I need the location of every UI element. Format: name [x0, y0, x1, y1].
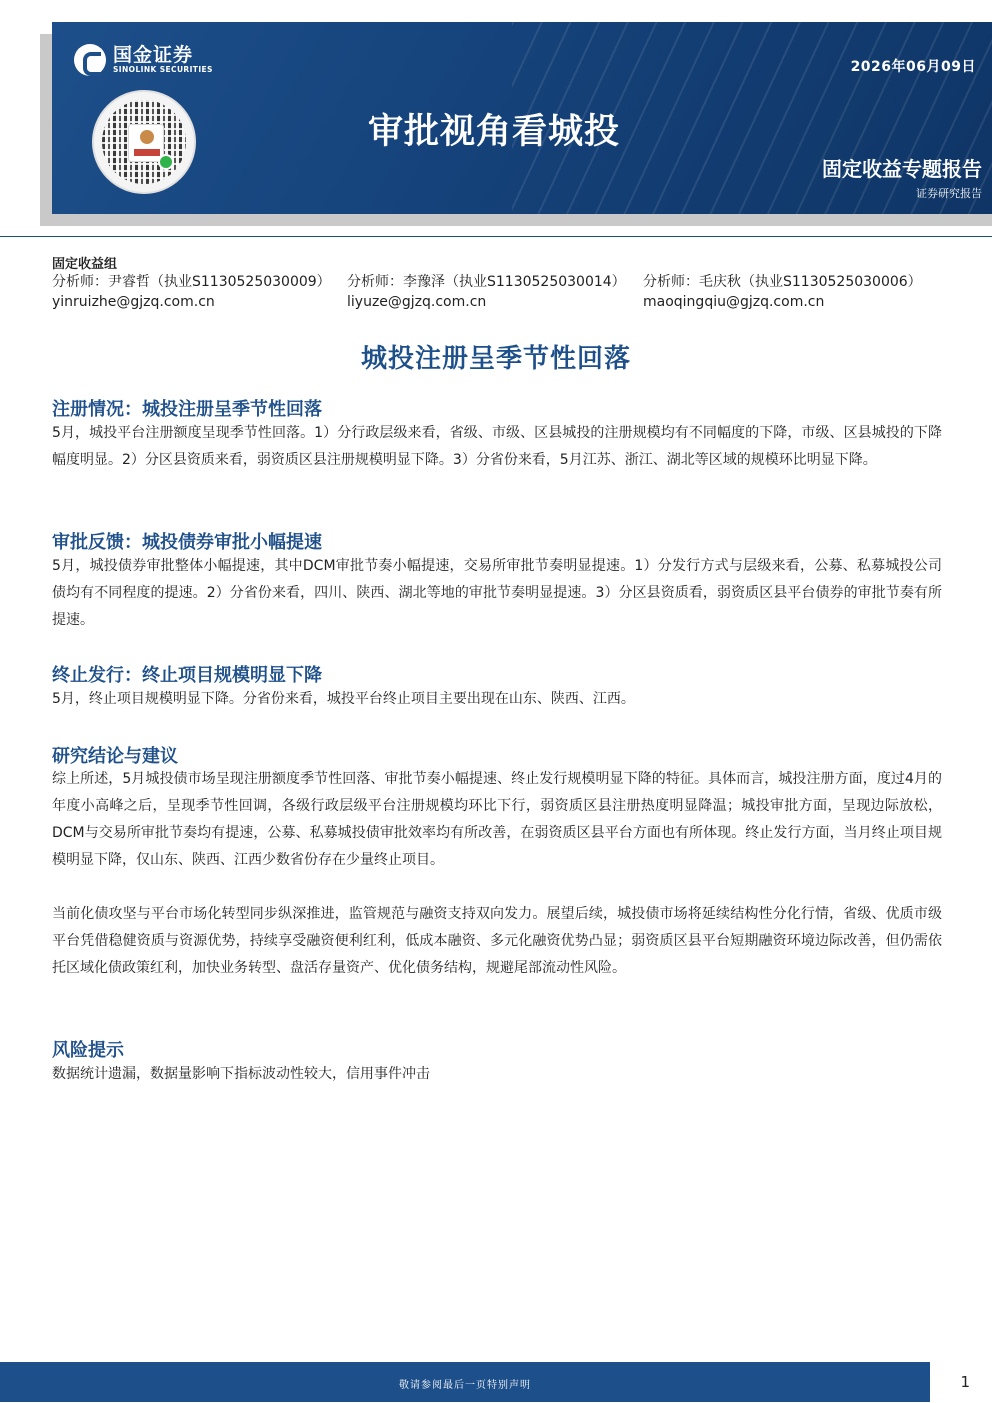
section-heading-approval: 审批反馈：城投债券审批小幅提速	[52, 532, 322, 553]
analyst-label: 分析师：尹睿哲（执业S1130525030009）	[52, 274, 331, 290]
section-heading-termination: 终止发行：终止项目规模明显下降	[52, 665, 322, 686]
header-divider	[0, 236, 992, 237]
analyst-3	[643, 272, 922, 312]
analyst-label: 分析师：李豫泽（执业S1130525030014）	[347, 274, 626, 290]
page-title: 城投注册呈季节性回落	[360, 344, 631, 374]
logo-icon	[74, 44, 106, 76]
qr-code-icon	[92, 90, 196, 194]
report-subtype: 证券研究报告	[916, 187, 982, 200]
report-type: 固定收益专题报告	[822, 157, 982, 181]
logo-name-cn: 国金证券	[113, 44, 194, 66]
analyst-1	[52, 272, 331, 312]
section-heading-conclusion: 研究结论与建议	[52, 746, 178, 767]
section-paragraph: 综上所述，5月城投债市场呈现注册额度季节性回落、审批节奏小幅提速、终止发行规模明显下降的特征。具体而言，城投注册方面，度过4月的年度小高峰之后，呈现季节性回调，各级行政层级平台注册规模均环比下行，弱资质区县注册热度明显降温；城投审批方面，呈现边际放松，DCM与交易所审批节奏均有提速，公募、私募城投债审批效率均有所改善，在弱资质区县平台方面也有所体现。终止发行方面，当月终止项目规模明显下降，仅山东、陕西、江西少数省份存在少量终止项目。	[52, 771, 942, 868]
section-heading-registration: 注册情况：城投注册呈季节性回落	[52, 399, 322, 420]
mini-program-icon	[158, 154, 174, 170]
header-banner	[52, 22, 992, 214]
section-paragraph: 5月，终止项目规模明显下降。分省份来看，城投平台终止项目主要出现在山东、陕西、江西。	[52, 691, 635, 707]
company-logo	[74, 44, 213, 76]
page-number: 1	[960, 1373, 970, 1391]
analyst-email[interactable]: liyuze@gjzq.com.cn	[347, 294, 487, 310]
analyst-2	[347, 272, 626, 312]
logo-name-en: SINOLINK SECURITIES	[113, 65, 213, 74]
banner-title: 审批视角看城投	[368, 112, 621, 152]
report-date: 2026年06月09日	[850, 59, 976, 75]
analyst-email[interactable]: yinruizhe@gjzq.com.cn	[52, 294, 215, 310]
section-paragraph: 5月，城投债券审批整体小幅提速，其中DCM审批节奏小幅提速，交易所审批节奏明显提速。1）分发行方式与层级来看，公募、私募城投公司债均有不同程度的提速。2）分省份来看，四川、陕西、湖北等地的审批节奏明显提速。3）分区县资质看，弱资质区县平台债券的审批节奏有所提速。	[52, 558, 942, 628]
footer-disclaimer-link[interactable]: 敬请参阅最后一页特别声明	[399, 1380, 531, 1391]
analyst-email[interactable]: maoqingqiu@gjzq.com.cn	[643, 294, 825, 310]
team-name: 固定收益组	[52, 257, 118, 272]
analyst-label: 分析师：毛庆秋（执业S1130525030006）	[643, 274, 922, 290]
section-paragraph: 当前化债攻坚与平台市场化转型同步纵深推进，监管规范与融资支持双向发力。展望后续，城投债市场将延续结构性分化行情，省级、优质市级平台凭借稳健资质与资源优势，持续享受融资便利红利，低成本融资、多元化融资优势凸显；弱资质区县平台短期融资环境边际改善，但仍需依托区域化债政策红利，加快业务转型、盘活存量资产、优化债务结构，规避尾部流动性风险。	[52, 906, 942, 976]
section-paragraph: 5月，城投平台注册额度呈现季节性回落。1）分行政层级来看，省级、市级、区县城投的注册规模均有不同幅度的下降，市级、区县城投的下降幅度明显。2）分区县资质来看，弱资质区县注册规模明显下降。3）分省份来看，5月江苏、浙江、湖北等区域的规模环比明显下降。	[52, 425, 942, 468]
section-heading-risk: 风险提示	[52, 1040, 124, 1061]
section-paragraph: 数据统计遗漏，数据量影响下指标波动性较大，信用事件冲击	[52, 1066, 430, 1082]
